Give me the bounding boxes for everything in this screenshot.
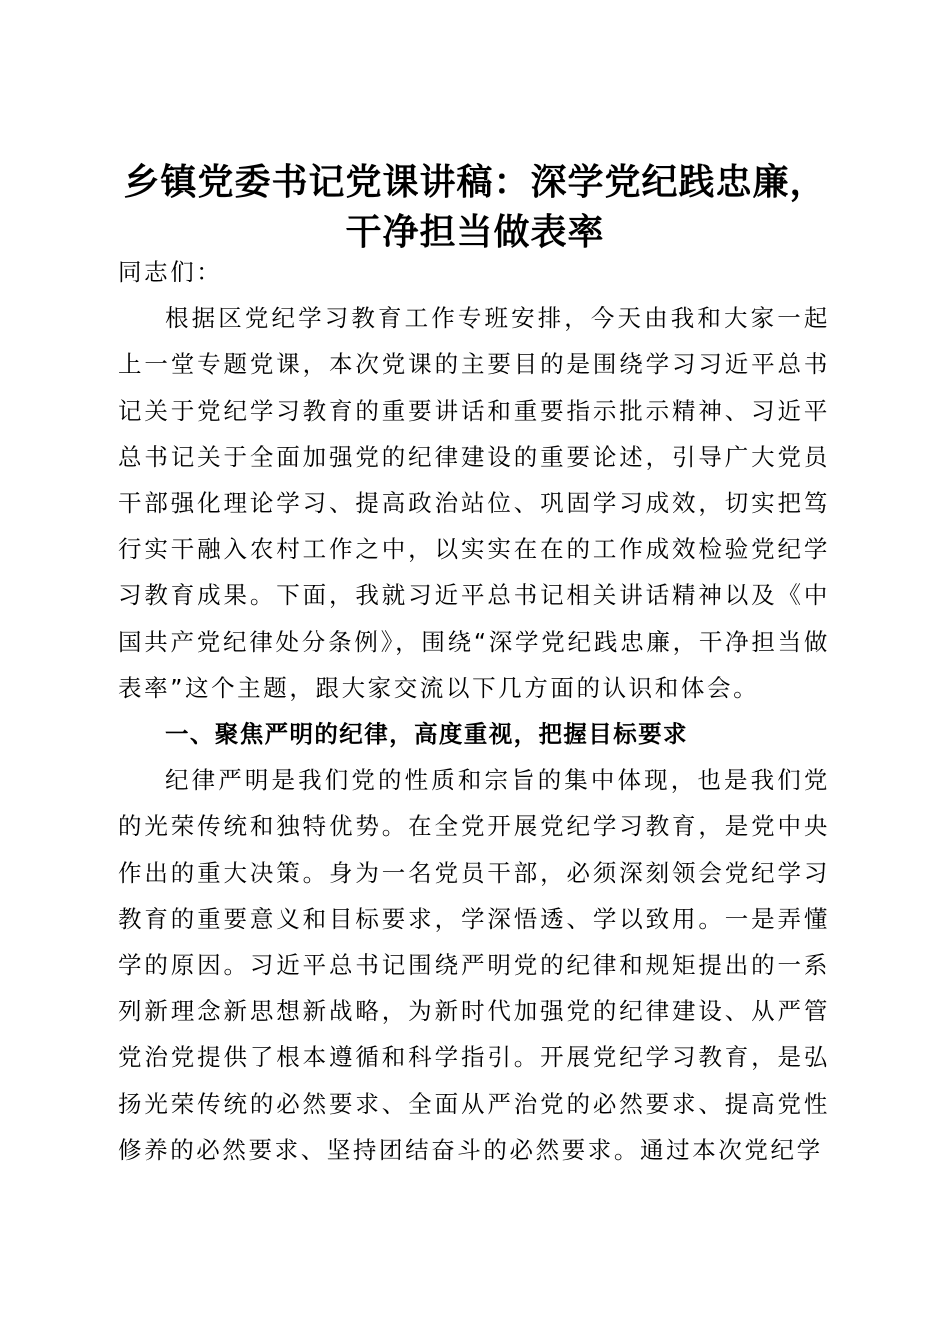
document-title: 乡镇党委书记党课讲稿：深学党纪践忠廉，干净担当做表率 <box>123 161 827 254</box>
document-body <box>118 249 830 1173</box>
paragraph-section-1: 纪律严明是我们党的性质和宗旨的集中体现，也是我们党的光荣传统和独特优势。在全党开展党纪学习教育，是党中央作出的重大决策。身为一名党员干部，必须深刻领会党纪学习教育的重要意义和目标要求，学深悟透、学以致用。一是弄懂学的原因。习近平总书记围绕严明党的纪律和规矩提出的一系列新理念新思想新战略，为新时代加强党的纪律建设、从严管党治党提供了根本遵循和科学指引。开展党纪学习教育，是弘扬光荣传统的必然要求、全面从严治党的必然要求、提高党性修养的必然要求、坚持团结奋斗的必然要求。通过本次党纪学 <box>118 766 830 1164</box>
salutation: 同志们： <box>118 258 223 286</box>
section-heading-1: 一、聚焦严明的纪律，高度重视，把握目标要求 <box>165 720 688 749</box>
paragraph-intro: 根据区党纪学习教育工作专班安排，今天由我和大家一起上一堂专题党课，本次党课的主要目的是围绕学习习近平总书记关于党纪学习教育的重要讲话和重要指示批示精神、习近平总书记关于全面加强党的纪律建设的重要论述，引导广大党员干部强化理论学习、提高政治站位、巩固学习成效，切实把笃行实干融入农村工作之中，以实实在在的工作成效检验党纪学习教育成果。下面，我就习近平总书记相关讲话精神以及《中国共产党纪律处分条例》，围绕“深学党纪践忠廉，干净担当做表率”这个主题，跟大家交流以下几方面的认识和体会。 <box>118 304 830 702</box>
